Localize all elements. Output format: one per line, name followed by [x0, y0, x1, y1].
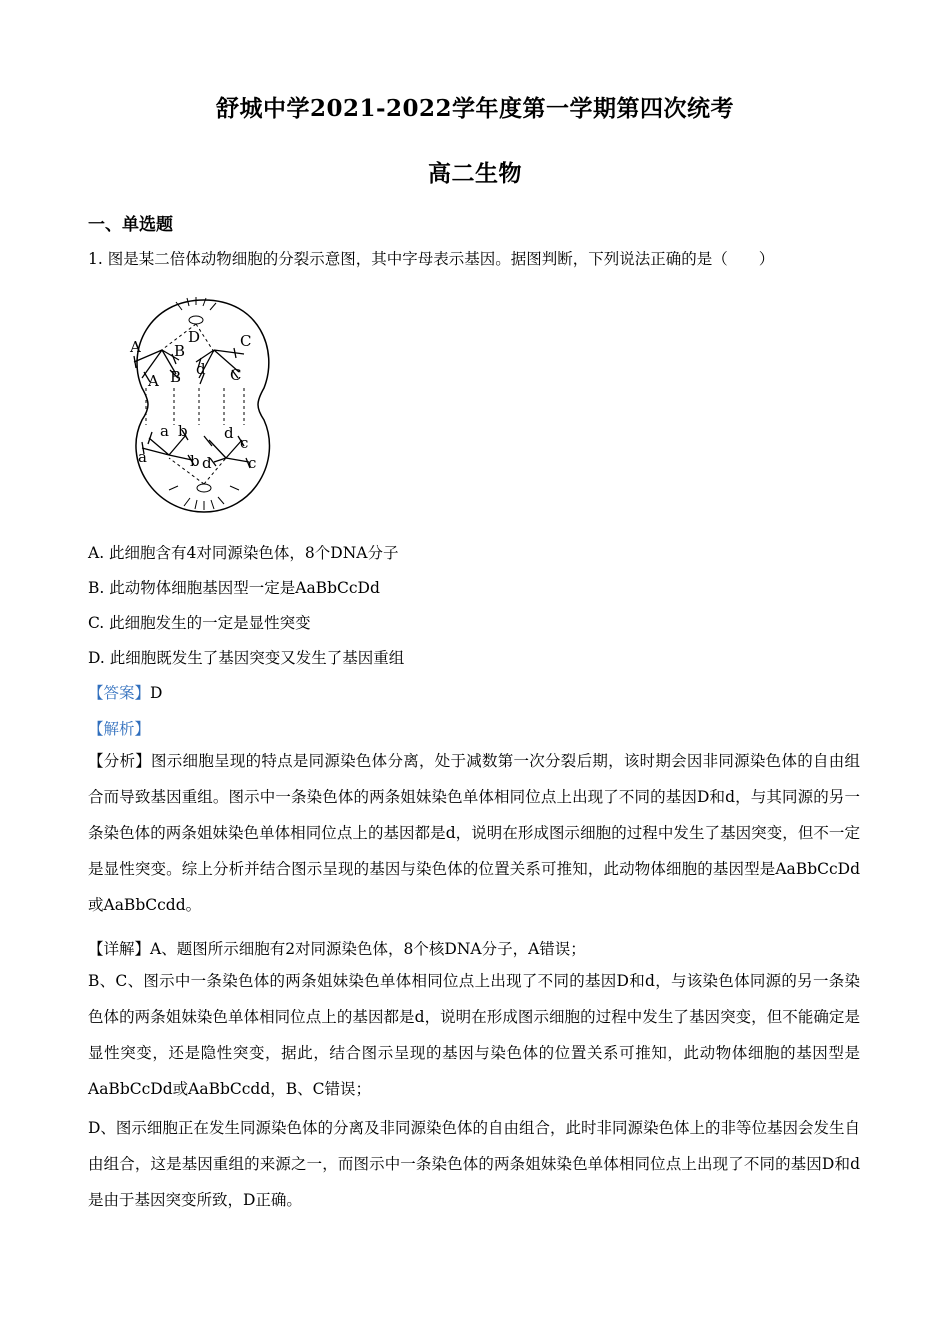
analysis-paragraph: 【分析】图示细胞呈现的特点是同源染色体分离，处于减数第一次分裂后期，该时期会因非同源染色体的自由组合而导致基因重组。图示中一条染色体的两条姐妹染色单体相同位点上出现了不同的基因D和d，与其同源的另一条染色体的两条姐妹染色单体相同位点上的基因都是d，说明在形成图示细胞的过程中发生了基因突变，但不一定是显性突变。综上分析并结合图示呈现的基因与染色体的位置关系可推知，此动物体细胞的基因型是AaBbCcDd或AaBbCcdd。 — [88, 752, 860, 914]
gene-label: a — [138, 448, 147, 466]
gene-label: d — [224, 424, 234, 442]
upper-centrosome — [189, 316, 203, 324]
cell-division-figure — [104, 290, 304, 520]
option-a: A. 此细胞含有4对同源染色体，8个DNA分子 — [88, 544, 399, 562]
analysis-tag: 【解析】 — [88, 720, 151, 738]
gene-label: A — [148, 372, 159, 390]
gene-label: d — [196, 360, 206, 378]
gene-label: D — [188, 328, 201, 346]
lower-centrosome — [197, 484, 211, 492]
detail-paragraph-d: D、图示细胞正在发生同源染色体的分离及非同源染色体的自由组合，此时非同源染色体上的非等位基因会发生自由组合，这是基因重组的来源之一，而图示中一条染色体的两条姐妹染色单体相同位点上出现了不同的基因D和d是由于基因突变所致，D正确。 — [88, 1119, 860, 1209]
exam-title: 舒城中学2021-2022学年度第一学期第四次统考 — [215, 95, 735, 122]
gene-label: a — [160, 422, 169, 440]
gene-label: A — [130, 338, 141, 356]
answer-line — [88, 681, 162, 703]
detail-paragraph-bc: B、C、图示中一条染色体的两条姐妹染色单体相同位点上出现了不同的基因D和d，与该染色体同源的另一条染色体的两条姐妹染色单体相同位点上的基因都是d，说明在形成图示细胞的过程中发生了基因突变，但不能确定是显性突变，还是隐性突变，据此，结合图示呈现的基因与染色体的位置关系可推知，此动物体细胞的基因型是AaBbCcDd或AaBbCcdd，B、C错误； — [88, 972, 860, 1098]
question-stem: 1. 图是某二倍体动物细胞的分裂示意图，其中字母表示基因。据图判断，下列说法正确的是（ ） — [88, 250, 775, 268]
option-b: B. 此动物体细胞基因型一定是AaBbCcDd — [88, 579, 380, 597]
gene-label: B — [170, 368, 182, 386]
answer-tag: 【答案】 — [88, 684, 151, 702]
gene-label: c — [240, 434, 249, 452]
gene-label: d — [202, 454, 212, 472]
lower-aster — [169, 486, 239, 510]
answer-value: D — [150, 684, 163, 702]
option-c: C. 此细胞发生的一定是显性突变 — [88, 614, 311, 632]
gene-label: C — [240, 332, 252, 350]
gene-label: c — [248, 454, 257, 472]
subject-title: 高二生物 — [428, 160, 522, 187]
option-d: D. 此细胞既发生了基因突变又发生了基因重组 — [88, 649, 405, 667]
gene-label: b — [190, 452, 200, 470]
detail-line-a: 【详解】A、题图所示细胞有2对同源染色体，8个核DNA分子，A错误； — [88, 940, 586, 958]
gene-label: C — [230, 366, 242, 384]
gene-label: b — [178, 422, 188, 440]
section-heading: 一、单选题 — [88, 215, 173, 235]
gene-label: B — [174, 342, 186, 360]
